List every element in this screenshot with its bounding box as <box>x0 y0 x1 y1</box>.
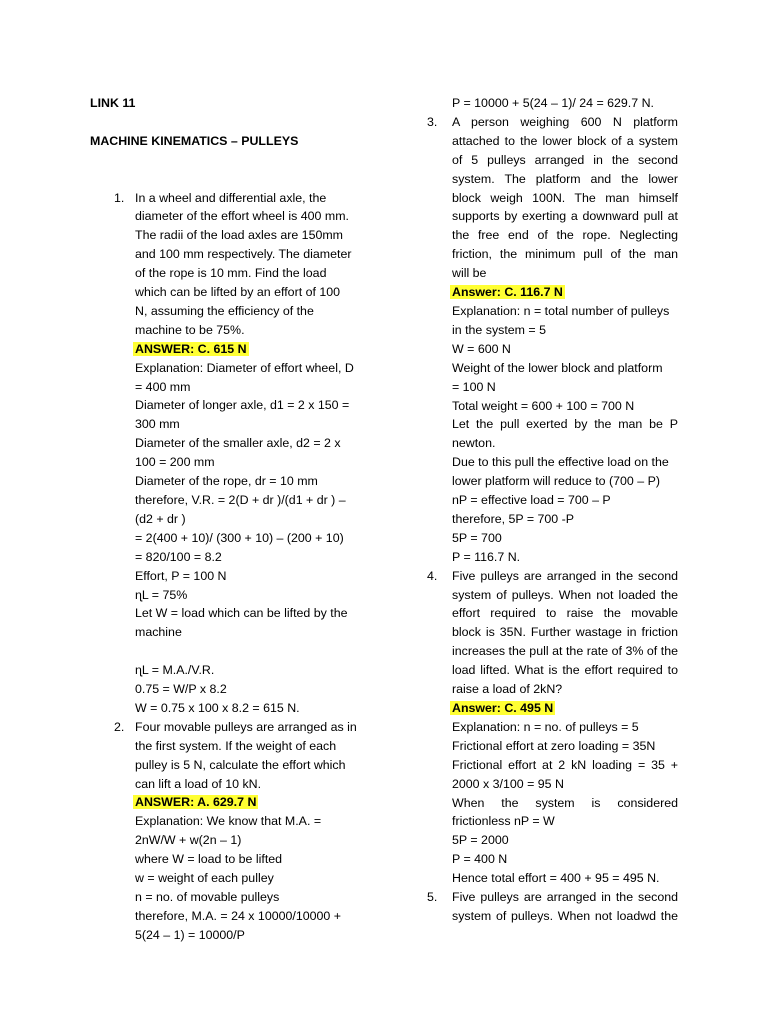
text-line: therefore, M.A. = 24 x 10000/10000 + <box>135 908 341 923</box>
answer-highlight: Answer: C. 495 N <box>452 701 554 715</box>
question-text <box>452 888 678 926</box>
text-line: When the system is considered <box>452 795 678 810</box>
text-line: Diameter of the rope, dr = 10 mm <box>135 474 318 489</box>
question-number: 1. <box>114 190 125 205</box>
explanation <box>135 812 366 944</box>
question-text <box>452 567 678 699</box>
question-2 <box>90 718 366 945</box>
text-line: Frictional effort at zero loading = 35N <box>452 738 656 753</box>
answer-highlight: ANSWER: C. 615 N <box>135 341 247 356</box>
explanation <box>452 718 678 888</box>
text-line: 5P = 700 <box>452 530 502 545</box>
question-text <box>135 189 366 340</box>
text-line: Due to this pull the effective load on the <box>452 455 669 470</box>
text-line: block weigh 100N. The man himself <box>452 190 678 205</box>
text-line: Explanation: We know that M.A. = <box>135 814 322 829</box>
text-line: Let W = load which can be lifted by the <box>135 606 348 621</box>
text-line: Diameter of longer axle, d1 = 2 x 150 = <box>135 398 350 413</box>
text-line: ɳL = 75% <box>135 587 188 602</box>
text-line: where W = load to be lifted <box>135 852 283 867</box>
text-line: W = 0.75 x 100 x 8.2 = 615 N. <box>135 700 300 715</box>
text-line: 0.75 = W/P x 8.2 <box>135 682 227 697</box>
question-number: 4. <box>427 568 438 583</box>
text-line: P = 116.7 N. <box>452 549 521 564</box>
text-line: ɳL = M.A./V.R. <box>135 663 215 678</box>
text-line: 2000 x 3/100 = 95 N <box>452 776 564 791</box>
text-line: = 400 mm <box>135 379 191 394</box>
text-line: effort required to raise the movable <box>452 606 678 621</box>
text-line: Explanation: n = no. of pulleys = 5 <box>452 719 639 734</box>
text-line: Total weight = 600 + 100 = 700 N <box>452 398 635 413</box>
text-line: Effort, P = 100 N <box>135 568 227 583</box>
answer-highlight: ANSWER: A. 629.7 N <box>135 795 257 810</box>
question-5 <box>425 888 678 926</box>
text-line: of 5 pulleys arranged in the second <box>452 152 678 167</box>
blank-line <box>135 642 366 661</box>
text-line: which can be lifted by an effort of 100 <box>135 285 341 300</box>
question-number: 2. <box>114 719 125 734</box>
text-line: system of pulleys. When not loaded the <box>452 587 678 602</box>
question-number: 3. <box>427 114 438 129</box>
text-line: of the rope is 10 mm. Find the load <box>135 266 327 281</box>
text-line: W = 600 N <box>452 341 511 356</box>
text-line: In a wheel and differential axle, the <box>135 190 327 205</box>
continued-line: P = 10000 + 5(24 – 1)/ 24 = 629.7 N. <box>452 96 654 110</box>
text-line: will be <box>452 266 487 281</box>
text-line: Four movable pulleys are arranged as in <box>135 719 357 734</box>
text-line: A person weighing 600 N platform <box>452 114 678 129</box>
text-line: Let the pull exerted by the man be P <box>452 417 678 432</box>
text-line: 300 mm <box>135 417 180 432</box>
text-line: n = no. of movable pulleys <box>135 890 280 905</box>
text-line: Five pulleys are arranged in the second <box>452 890 678 905</box>
text-line: lower platform will reduce to (700 – P) <box>452 474 660 489</box>
text-line: frictionless nP = W <box>452 814 555 829</box>
text-line: therefore, V.R. = 2(D + dr )/(d1 + dr ) – <box>135 493 346 507</box>
text-line: Frictional effort at 2 kN loading = 35 + <box>452 757 678 772</box>
text-line: newton. <box>452 436 496 451</box>
text-line: attached to the lower block of a system <box>452 133 678 148</box>
text-line: nP = effective load = 700 – P <box>452 493 611 508</box>
explanation <box>135 359 366 718</box>
question-text <box>452 113 678 283</box>
text-line: Weight of the lower block and platform <box>452 360 663 375</box>
text-line: 5(24 – 1) = 10000/P <box>135 927 245 942</box>
document-title: MACHINE KINEMATICS – PULLEYS <box>90 133 299 148</box>
text-line: w = weight of each pulley <box>135 871 274 886</box>
text-line: increases the pull at the rate of 3% of the <box>452 644 678 659</box>
text-line: Explanation: Diameter of effort wheel, D <box>135 360 354 375</box>
question-number: 5. <box>427 890 438 905</box>
text-line: 100 = 200 mm <box>135 455 215 470</box>
text-line: = 100 N <box>452 379 496 394</box>
text-line: machine <box>135 625 182 640</box>
text-line: diameter of the effort wheel is 400 mm. <box>135 209 349 224</box>
text-line: P = 400 N <box>452 852 508 867</box>
text-line: in the system = 5 <box>452 322 547 337</box>
text-line: block is 35N. Further wastage in friction <box>452 625 678 640</box>
text-line: Hence total effort = 400 + 95 = 495 N. <box>452 871 660 886</box>
question-list-right <box>425 113 678 926</box>
question-4 <box>425 567 678 888</box>
text-line: supports by exerting a downward pull at <box>452 209 678 224</box>
text-line: 5P = 2000 <box>452 833 509 848</box>
question-3 <box>425 113 678 567</box>
text-line: machine to be 75%. <box>135 322 245 337</box>
text-line: raise a load of 2kN? <box>452 682 563 697</box>
text-line: friction, the minimum pull of the man <box>452 247 678 262</box>
link-label: LINK 11 <box>90 96 136 110</box>
text-line: the first system. If the weight of each <box>135 738 337 753</box>
text-line: N, assuming the efficiency of the <box>135 303 314 318</box>
text-line: Five pulleys are arranged in the second <box>452 568 678 583</box>
text-line: load lifted. What is the effort required to <box>452 663 678 678</box>
question-text <box>135 718 366 794</box>
text-line: pulley is 5 N, calculate the effort which <box>135 757 346 772</box>
answer-highlight: Answer: C. 116.7 N <box>452 285 563 300</box>
text-line: = 2(400 + 10)/ (300 + 10) – (200 + 10) <box>135 530 344 545</box>
text-line: Diameter of the smaller axle, d2 = 2 x <box>135 436 341 451</box>
text-line: (d2 + dr ) <box>135 511 186 526</box>
explanation <box>452 302 678 567</box>
question-1 <box>90 189 366 718</box>
right-column <box>425 94 678 926</box>
text-line: can lift a load of 10 kN. <box>135 776 262 791</box>
text-line: 2nW/W + w(2n – 1) <box>135 833 242 848</box>
text-line: = 820/100 = 8.2 <box>135 549 222 564</box>
question-list-left <box>90 189 366 945</box>
text-line: Explanation: n = total number of pulleys <box>452 303 670 318</box>
text-line: and 100 mm respectively. The diameter <box>135 247 352 262</box>
text-line: The radii of the load axles are 150mm <box>135 228 343 243</box>
left-column <box>90 94 366 945</box>
text-line: therefore, 5P = 700 -P <box>452 511 575 526</box>
text-line: system. The platform and the lower <box>452 171 678 186</box>
text-line: system of pulleys. When not loadwd the <box>452 908 678 923</box>
text-line: the free end of the rope. Neglecting <box>452 228 678 243</box>
